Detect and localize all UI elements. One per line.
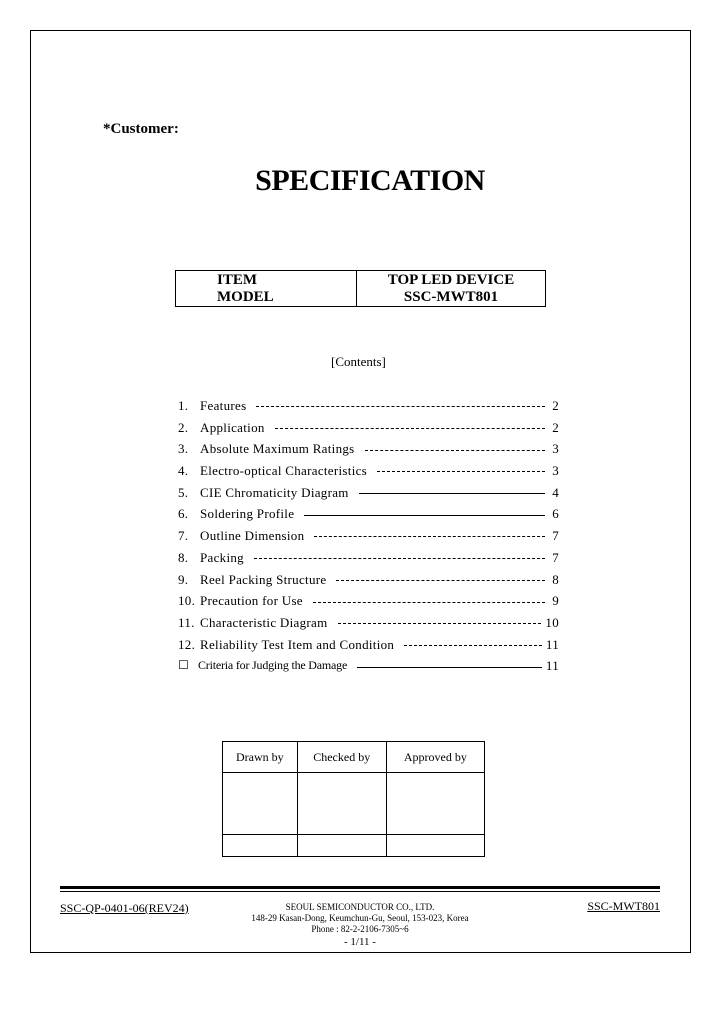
toc-entry: [178, 634, 559, 656]
checked-by-signature-cell: [297, 773, 386, 835]
footer-model: SSC-MWT801: [587, 899, 660, 913]
toc-entry-number: 5.: [178, 484, 189, 500]
model-label: MODEL: [217, 288, 274, 305]
signature-row: [223, 773, 485, 835]
toc-entry-number: 9.: [178, 571, 189, 587]
toc-entry-label: Absolute Maximum Ratings: [200, 441, 355, 457]
toc-leader: [338, 623, 542, 624]
toc-leader: [256, 406, 545, 407]
drawn-by-signature-cell: [223, 773, 298, 835]
toc-leader: [336, 580, 545, 581]
toc-leader: [404, 645, 542, 646]
date-row: [223, 835, 485, 857]
document-title: SPECIFICATION: [255, 164, 485, 197]
toc-entry: [178, 482, 559, 504]
drawn-by-header: Drawn by: [223, 742, 298, 773]
item-model-values: [357, 271, 545, 306]
toc-entry: [178, 547, 559, 569]
toc-entry: [178, 655, 559, 677]
toc-entry-page: 8: [552, 571, 559, 587]
toc-entry-number: 1.: [178, 398, 189, 413]
toc-entry: [178, 612, 559, 634]
toc-leader: [313, 602, 545, 603]
toc-entry-label: Criteria for Judging the Damage: [198, 658, 348, 673]
toc-entry-label: Reliability Test Item and Condition: [200, 636, 395, 652]
toc-leader: [377, 471, 545, 472]
toc-entry-label: Characteristic Diagram: [200, 614, 328, 630]
toc-entry-number: 2.: [178, 419, 189, 435]
toc-entry-page: 11: [545, 636, 559, 652]
toc-entry: [178, 395, 559, 417]
company-name: SEOUL SEMICONDUCTOR CO., LTD.: [285, 902, 435, 912]
model-value: SSC-MWT801: [403, 288, 499, 305]
toc-leader: [314, 536, 545, 537]
toc-entry-page: 11: [545, 658, 559, 674]
contents-heading: [Contents]: [331, 354, 386, 369]
toc-entry-number: 7.: [178, 528, 189, 544]
item-label: ITEM: [217, 271, 258, 288]
toc-leader: [304, 515, 545, 516]
toc-entry-page: 7: [552, 549, 559, 565]
toc-entry-label: Features: [200, 398, 247, 413]
footer-company-block: [200, 902, 520, 948]
company-address: 148-29 Kasan-Dong, Keumchun-Gu, Seoul, 153-023, Korea: [251, 913, 469, 923]
item-model-labels: [176, 271, 357, 306]
toc-leader: [275, 428, 545, 429]
document-code: SSC-QP-0401-06(REV24): [60, 901, 189, 915]
toc-entry: [178, 569, 559, 591]
footer-rule-thin: [60, 891, 660, 892]
approval-table: [222, 741, 485, 857]
toc-entry-number: 3.: [178, 441, 189, 457]
toc-entry: [178, 590, 559, 612]
toc-leader: [365, 450, 545, 451]
toc-entry-number: 11.: [178, 614, 195, 630]
footer-rule-thick: [60, 886, 660, 889]
toc-leader: [357, 667, 542, 668]
toc-entry: [178, 460, 559, 482]
toc-entry-page: 2: [552, 398, 559, 413]
toc-entry-page: 9: [552, 593, 559, 609]
toc-entry-label: Precaution for Use: [200, 593, 303, 609]
checked-by-header: Checked by: [297, 742, 386, 773]
item-model-table: [175, 270, 546, 307]
toc-entry-label: Outline Dimension: [200, 528, 305, 544]
toc-entry-number: 12.: [178, 636, 196, 652]
toc-entry-number: 8.: [178, 549, 189, 565]
table-of-contents: [178, 395, 559, 677]
approved-by-date-cell: [386, 835, 484, 857]
toc-entry: [178, 438, 559, 460]
toc-entry-number: 4.: [178, 463, 189, 479]
toc-entry-page: 7: [552, 528, 559, 544]
toc-entry-label: Soldering Profile: [200, 506, 295, 522]
customer-label: *Customer:: [103, 121, 179, 137]
toc-entry-number: 6.: [178, 506, 189, 522]
toc-entry-number: 10.: [178, 593, 196, 609]
toc-entry-label: CIE Chromaticity Diagram: [200, 484, 349, 500]
approval-header-row: [223, 742, 485, 773]
toc-entry-page: 4: [552, 484, 559, 500]
approved-by-header: Approved by: [386, 742, 484, 773]
toc-entry-label: Reel Packing Structure: [200, 571, 327, 587]
toc-leader: [359, 493, 545, 494]
toc-entry-page: 3: [552, 463, 559, 479]
toc-entry: [178, 417, 559, 439]
page-number: - 1/11 -: [344, 936, 376, 948]
toc-entry: [178, 503, 559, 525]
drawn-by-date-cell: [223, 835, 298, 857]
toc-entry-page: 10: [545, 614, 559, 630]
checked-by-date-cell: [297, 835, 386, 857]
toc-entry: [178, 525, 559, 547]
company-phone: Phone : 82-2-2106-7305~6: [311, 924, 409, 934]
toc-entry-label: Packing: [200, 549, 244, 565]
toc-entry-label: Electro-optical Characteristics: [200, 463, 368, 479]
toc-entry-page: 3: [552, 441, 559, 457]
toc-entry-page: 2: [552, 419, 559, 435]
toc-entry-page: 6: [552, 506, 559, 522]
item-value: TOP LED DEVICE: [387, 271, 515, 288]
approved-by-signature-cell: [386, 773, 484, 835]
toc-entry-label: Application: [200, 419, 265, 435]
toc-leader: [254, 558, 545, 559]
checkbox-icon: ☐: [178, 658, 190, 673]
